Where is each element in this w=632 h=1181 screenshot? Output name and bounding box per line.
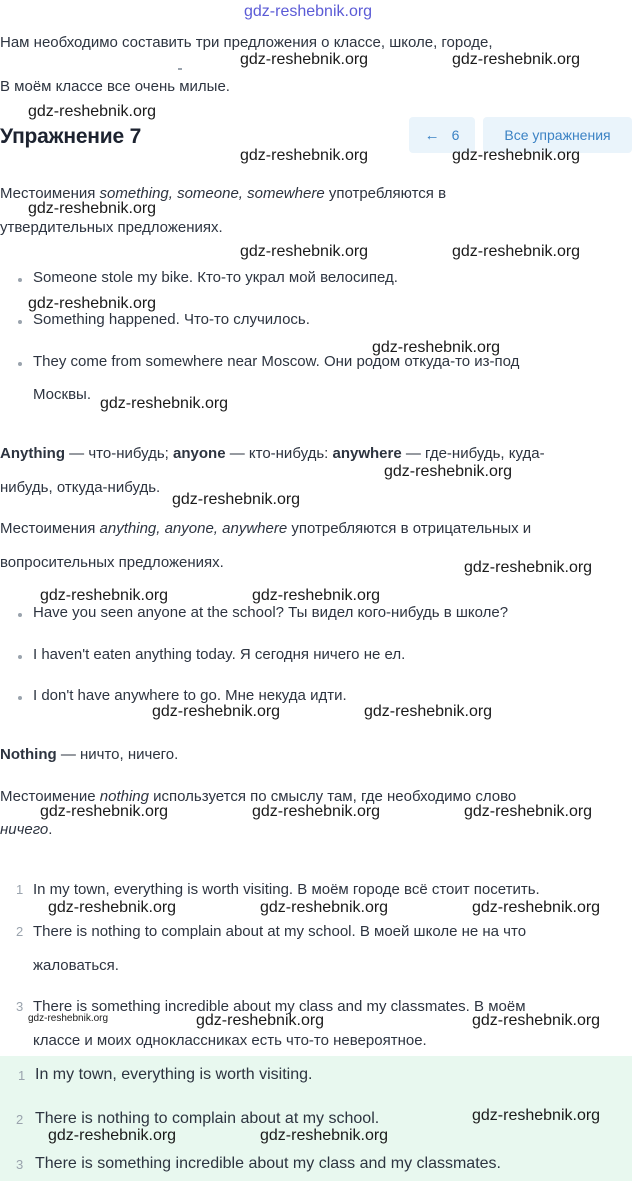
answer-item: There is something incredible about my class and my classmates. — [35, 1155, 501, 1172]
numbered-item: In my town, everything is worth visiting. В моём городе всё стоит посетить. — [33, 881, 540, 898]
watermark: gdz-reshebnik.org — [48, 899, 177, 916]
watermark: gdz-reshebnik.org — [472, 899, 601, 916]
section-intro: Местоимение nothing используется по смыслу там, где необходимо слово — [0, 788, 517, 805]
answer-item: In my town, everything is worth visiting. — [35, 1066, 313, 1083]
item-number: 3 — [16, 999, 24, 1014]
watermark: gdz-reshebnik.org — [252, 803, 381, 820]
bullet-icon — [18, 362, 22, 366]
section-intro: Местоимения something, someone, somewhere употребляются в — [0, 185, 447, 202]
example-item: Have you seen anyone at the school? Ты видел кого-нибудь в школе? — [33, 604, 509, 621]
watermark: gdz-reshebnik.org — [464, 559, 593, 576]
example-item: Москвы. — [33, 386, 91, 403]
watermark: gdz-reshebnik.org — [40, 803, 169, 820]
ellipsis-mark — [178, 68, 182, 70]
example-item: I don't have anywhere to go. Мне некуда идти. — [33, 687, 347, 704]
section-intro: вопросительных предложениях. — [0, 554, 224, 571]
definition-line: Nothing — ничто, ничего. — [0, 746, 179, 763]
bullet-icon — [18, 696, 22, 700]
watermark: gdz-reshebnik.org — [28, 200, 157, 217]
arrow-left-icon: ← — [424, 126, 440, 144]
definition-line: Anything — что-нибудь; anyone — кто-нибудь: anywhere — где-нибудь, куда- — [0, 445, 545, 462]
watermark: gdz-reshebnik.org — [28, 103, 157, 120]
watermark: gdz-reshebnik.org — [452, 243, 581, 260]
item-number: 2 — [16, 1112, 24, 1127]
watermark: gdz-reshebnik.org — [464, 803, 593, 820]
watermark: gdz-reshebnik.org — [472, 1012, 601, 1029]
watermark: gdz-reshebnik.org — [364, 703, 493, 720]
watermark: gdz-reshebnik.org — [240, 51, 369, 68]
watermark: gdz-reshebnik.org — [372, 339, 501, 356]
watermark: gdz-reshebnik.org — [240, 243, 369, 260]
watermark: gdz-reshebnik.org — [260, 899, 389, 916]
section-intro: ничего. — [0, 821, 53, 838]
watermark: gdz-reshebnik.org — [452, 51, 581, 68]
answer-item: There is nothing to complain about at my school. — [35, 1110, 380, 1127]
watermark: gdz-reshebnik.org — [452, 147, 581, 164]
item-number: 1 — [18, 1068, 26, 1083]
example-item: Something happened. Что-то случилось. — [33, 311, 310, 328]
bullet-icon — [18, 613, 22, 617]
definition-line: нибудь, откуда-нибудь. — [0, 479, 161, 496]
watermark: gdz-reshebnik.org — [48, 1127, 177, 1144]
section-intro: утвердительных предложениях. — [0, 219, 223, 236]
numbered-item: There is something incredible about my class and my classmates. В моём — [33, 998, 526, 1015]
numbered-item: классе и моих одноклассниках есть что-то невероятное. — [33, 1032, 427, 1049]
item-number: 1 — [16, 882, 24, 897]
watermark: gdz-reshebnik.org — [28, 295, 157, 312]
watermark: gdz-reshebnik.org — [152, 703, 281, 720]
watermark: gdz-reshebnik.org — [100, 395, 229, 412]
watermark: gdz-reshebnik.org — [260, 1127, 389, 1144]
intro-text: Нам необходимо составить три предложения о классе, школе, городе, — [0, 34, 493, 51]
bullet-icon — [18, 655, 22, 659]
watermark: gdz-reshebnik.org — [252, 587, 381, 604]
section-intro: Местоимения anything, anyone, anywhere употребляются в отрицательных и — [0, 520, 532, 537]
bullet-icon — [18, 320, 22, 324]
item-number: 2 — [16, 924, 24, 939]
watermark: gdz-reshebnik.org — [28, 1013, 109, 1024]
all-exercises-label: Все упражнения — [504, 127, 611, 143]
watermark: gdz-reshebnik.org — [472, 1107, 601, 1124]
page-title: Упражнение 7 — [0, 125, 142, 148]
numbered-item: жаловаться. — [33, 957, 119, 974]
watermark: gdz-reshebnik.org — [384, 463, 513, 480]
watermark: gdz-reshebnik.org — [244, 3, 373, 20]
bullet-icon — [18, 278, 22, 282]
numbered-item: There is nothing to complain about at my school. В моей школе не на что — [33, 923, 527, 940]
watermark: gdz-reshebnik.org — [240, 147, 369, 164]
example-item: Someone stole my bike. Кто-то украл мой велосипед. — [33, 269, 398, 286]
watermark: gdz-reshebnik.org — [40, 587, 169, 604]
watermark: gdz-reshebnik.org — [172, 491, 301, 508]
intro-text: В моём классе все очень милые. — [0, 78, 230, 95]
example-item: They come from somewhere near Moscow. Они родом откуда-то из-под — [33, 353, 520, 370]
example-item: I haven't eaten anything today. Я сегодня ничего не ел. — [33, 646, 406, 663]
watermark: gdz-reshebnik.org — [196, 1012, 325, 1029]
item-number: 3 — [16, 1157, 24, 1172]
prev-exercise-label: 6 — [451, 127, 460, 143]
